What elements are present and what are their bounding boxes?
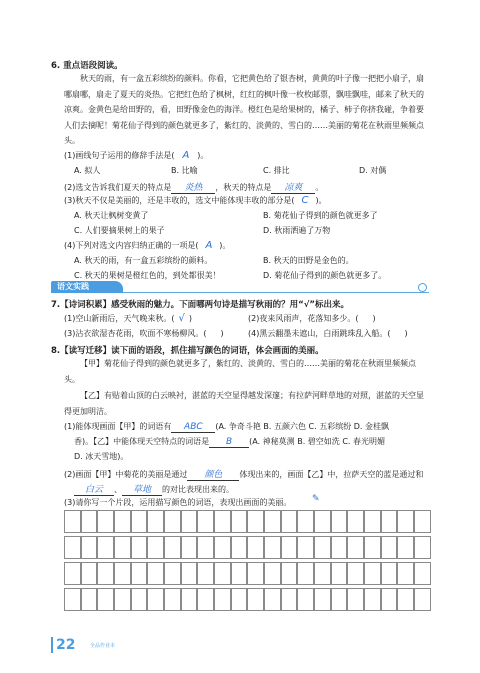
grid-cell[interactable] <box>164 510 181 533</box>
q7-item-4-end: ) <box>404 329 408 338</box>
q6-s1-option-c: C. 排比 <box>263 166 290 175</box>
q6-s2 <box>64 180 323 194</box>
grid-cell[interactable] <box>181 588 198 611</box>
grid-cell[interactable] <box>297 510 314 533</box>
q8-s2-text-a: (2)画面【甲】中菊花的美丽是通过 <box>64 470 188 479</box>
grid-cell[interactable] <box>314 510 331 533</box>
grid-cell[interactable] <box>214 536 231 559</box>
q6-s1-option-d: D. 对偶 <box>359 166 387 175</box>
grid-cell[interactable] <box>81 588 98 611</box>
q6-s1 <box>64 150 208 161</box>
q6-s2-text-b: ，秋天的特点是 <box>215 183 272 192</box>
q7-item-3 <box>64 328 224 339</box>
grid-cell[interactable] <box>347 536 364 559</box>
grid-cell[interactable] <box>114 510 131 533</box>
q8-s1-line2 <box>74 436 385 448</box>
grid-cell[interactable] <box>264 562 281 585</box>
grid-row <box>64 510 431 533</box>
section-end-circle-icon <box>418 283 427 292</box>
q6-s3-answer: C <box>301 195 309 206</box>
q6-s2-text-a: (2)选文告诉我们夏天的特点是 <box>64 183 172 192</box>
q8-s2-text-b: 体现出来的，画面【乙】中，拉萨天空的蓝是通过和 <box>239 470 424 479</box>
grid-cell[interactable] <box>214 588 231 611</box>
grid-cell[interactable] <box>364 510 381 533</box>
section-title: 语文实践 <box>51 281 123 293</box>
grid-cell[interactable] <box>297 562 314 585</box>
q7-item-2 <box>248 313 376 324</box>
q7-item-4 <box>248 328 408 339</box>
q8-s2-line2 <box>74 482 234 496</box>
grid-cell[interactable] <box>331 510 348 533</box>
grid-cell[interactable] <box>147 536 164 559</box>
page-number: 22 <box>56 637 76 653</box>
q6-s4-option-a: A. 秋天的雨，有一盒五彩缤纷的颜料。 <box>74 256 213 265</box>
q7-title: 7.【诗词积累】感受秋雨的魅力。下面哪两句诗是描写秋雨的？用“√”标出来。 <box>51 300 349 310</box>
q8-s2-answer-grass: 草地 <box>122 482 162 496</box>
grid-cell[interactable] <box>197 562 214 585</box>
q6-s3-question: (3)秋天不仅是美丽的，还是丰收的，选文中能体现丰收的部分是( <box>64 196 295 205</box>
grid-cell[interactable] <box>197 588 214 611</box>
q8-s1-answer-yi: B <box>209 437 249 448</box>
grid-cell[interactable] <box>247 562 264 585</box>
q6-s1-answer: A <box>182 150 190 161</box>
q6-s2-answer-summer: 炎热 <box>171 180 215 194</box>
q7-item-3-text: (3)沾衣欲湿杏花雨，吹面不寒杨柳风。( <box>64 329 207 338</box>
grid-cell[interactable] <box>397 588 414 611</box>
grid-cell[interactable] <box>364 588 381 611</box>
grid-cell[interactable] <box>131 536 148 559</box>
q8-s1-text-a: (1)能体现画面【甲】的词语有 <box>64 422 172 431</box>
q6-s3-option-c: C. 人们要摘果树上的果子 <box>74 226 165 235</box>
grid-cell[interactable] <box>114 562 131 585</box>
q7-item-2-text: (2)夜来风雨声，花落知多少。( <box>248 314 359 323</box>
grid-cell[interactable] <box>164 536 181 559</box>
q8-s1-line1 <box>64 421 389 433</box>
grid-cell[interactable] <box>247 536 264 559</box>
grid-cell[interactable] <box>164 588 181 611</box>
grid-cell[interactable] <box>114 588 131 611</box>
grid-cell[interactable] <box>314 536 331 559</box>
q6-s3-option-d: D. 秋雨洒遍了万物 <box>263 226 331 235</box>
grid-cell[interactable] <box>297 588 314 611</box>
grid-cell[interactable] <box>414 510 431 533</box>
grid-cell[interactable] <box>197 536 214 559</box>
q7-item-1-text: (1)空山新雨后，天气晚来秋。( <box>64 314 175 323</box>
q8-s1-answer-jia: ABC <box>171 422 215 433</box>
grid-cell[interactable] <box>97 510 114 533</box>
grid-cell[interactable] <box>364 562 381 585</box>
grid-cell[interactable] <box>64 562 81 585</box>
q7-item-4-mark <box>390 329 404 338</box>
q8-passage-jia: 【甲】菊花仙子得到的颜色就更多了，紫红的、淡黄的、雪白的……美丽的菊花在秋雨里频频点头。 <box>64 359 416 384</box>
grid-cell[interactable] <box>414 562 431 585</box>
grid-cell[interactable] <box>314 562 331 585</box>
q8-s2-text-d: 的对比表现出来的。 <box>162 485 234 494</box>
q6-s4-question: (4)下列对选文内容归纳正确的一项是( <box>64 241 199 250</box>
writing-grid[interactable] <box>64 510 431 610</box>
q8-s2-line1 <box>64 467 423 481</box>
q6-s3 <box>64 195 327 206</box>
grid-cell[interactable] <box>264 510 281 533</box>
grid-cell[interactable] <box>181 510 198 533</box>
grid-row <box>64 536 431 559</box>
grid-cell[interactable] <box>81 510 98 533</box>
grid-cell[interactable] <box>281 536 298 559</box>
grid-cell[interactable] <box>181 562 198 585</box>
q7-item-1-mark: √ <box>178 313 185 324</box>
footer-accent-bar <box>51 637 53 653</box>
grid-cell[interactable] <box>81 562 98 585</box>
q8-s1-text-b: (A. 争奇斗艳 B. 五颜六色 C. 五彩缤纷 D. 金桂飘 <box>215 422 390 431</box>
q6-s2-text-c: 。 <box>315 183 324 192</box>
grid-cell[interactable] <box>164 562 181 585</box>
grid-cell[interactable] <box>131 588 148 611</box>
grid-row <box>64 588 431 611</box>
grid-cell[interactable] <box>347 588 364 611</box>
handwritten-squiggle-icon: ✎ <box>312 494 320 504</box>
grid-cell[interactable] <box>364 536 381 559</box>
grid-cell[interactable] <box>314 588 331 611</box>
grid-cell[interactable] <box>97 588 114 611</box>
grid-cell[interactable] <box>197 510 214 533</box>
grid-cell[interactable] <box>231 536 248 559</box>
grid-cell[interactable] <box>414 588 431 611</box>
q8-title: 8.【读写迁移】读下面的语段，抓住描写颜色的词语，体会画面的美丽。 <box>51 346 324 356</box>
grid-cell[interactable] <box>397 510 414 533</box>
q6-s1-option-a: A. 拟人 <box>74 166 101 175</box>
grid-cell[interactable] <box>214 510 231 533</box>
grid-cell[interactable] <box>147 588 164 611</box>
q6-s4 <box>64 240 230 251</box>
q7-item-3-mark <box>206 329 220 338</box>
q6-s1-question: (1)画线句子运用的修辞手法是( <box>64 151 175 160</box>
grid-cell[interactable] <box>397 562 414 585</box>
q7-item-3-end: ) <box>220 329 224 338</box>
grid-cell[interactable] <box>114 536 131 559</box>
grid-cell[interactable] <box>347 510 364 533</box>
q8-s2-text-c: 、 <box>114 485 122 494</box>
q6-s4-option-c: C. 秋天的果树是橙红色的，到处都很美！ <box>74 271 221 280</box>
grid-cell[interactable] <box>147 562 164 585</box>
grid-cell[interactable] <box>331 536 348 559</box>
q6-s1-option-b: B. 比喻 <box>171 166 198 175</box>
grid-cell[interactable] <box>264 588 281 611</box>
grid-cell[interactable] <box>181 536 198 559</box>
q6-s4-end: )。 <box>219 241 231 250</box>
q8-s2-answer-cloud: 白云 <box>74 482 114 496</box>
q8-s3: (3)请你写一个片段，运用描写颜色的词语，表现出画面的美丽。 <box>64 498 292 507</box>
grid-cell[interactable] <box>247 510 264 533</box>
grid-cell[interactable] <box>397 536 414 559</box>
grid-cell[interactable] <box>131 510 148 533</box>
grid-cell[interactable] <box>231 510 248 533</box>
grid-cell[interactable] <box>81 536 98 559</box>
grid-cell[interactable] <box>281 588 298 611</box>
grid-cell[interactable] <box>347 562 364 585</box>
grid-cell[interactable] <box>331 588 348 611</box>
q7-item-2-end: ) <box>372 314 376 323</box>
grid-cell[interactable] <box>381 562 398 585</box>
q8-s2-answer-color: 颜色 <box>187 467 239 481</box>
q6-s3-end: )。 <box>315 196 327 205</box>
grid-cell[interactable] <box>297 536 314 559</box>
grid-cell[interactable] <box>64 588 81 611</box>
grid-cell[interactable] <box>247 588 264 611</box>
grid-cell[interactable] <box>64 510 81 533</box>
q7-item-1-end: ) <box>188 314 192 323</box>
grid-cell[interactable] <box>147 510 164 533</box>
grid-cell[interactable] <box>381 536 398 559</box>
q6-passage: 秋天的雨，有一盒五彩缤纷的颜料。你看，它把黄色给了银杏树，黄黄的叶子像一把把小扇子，扇哪扇哪，扇走了夏天的炎热。它把红色给了枫树，红红的枫叶像一枚枚邮票，飘哇飘哇，邮来了秋天的凉爽。金黄色是给田野的，看，田野像金色的海洋。橙红色是给果树的，橘子、柿子你挤我碰，争着要人们去摘呢！菊花仙子得到的颜色就更多了，紫红的、淡黄的、雪白的……美丽的菊花在秋雨里频频点头。 <box>64 74 424 145</box>
grid-cell[interactable] <box>131 562 148 585</box>
q7-item-4-text: (4)黑云翻墨未遮山，白雨跳珠乱入船。( <box>248 329 391 338</box>
grid-cell[interactable] <box>381 510 398 533</box>
grid-cell[interactable] <box>264 536 281 559</box>
book-title: 全品作业本 <box>90 643 116 649</box>
grid-row <box>64 562 431 585</box>
grid-cell[interactable] <box>64 536 81 559</box>
grid-cell[interactable] <box>414 536 431 559</box>
q6-s4-option-b: B. 秋天的田野是金色的。 <box>263 256 354 265</box>
q7-item-1 <box>64 313 192 324</box>
q6-s3-option-a: A. 秋天让枫树变黄了 <box>74 211 149 220</box>
grid-cell[interactable] <box>97 536 114 559</box>
grid-cell[interactable] <box>231 562 248 585</box>
q8-s1-text-d: (A. 神秘莫测 B. 碧空如洗 C. 春光明媚 <box>249 437 385 446</box>
grid-cell[interactable] <box>281 562 298 585</box>
grid-cell[interactable] <box>381 588 398 611</box>
q8-s1-text-c: 香)。【乙】中能体现天空特点的词语是 <box>74 437 210 446</box>
grid-cell[interactable] <box>281 510 298 533</box>
grid-cell[interactable] <box>97 562 114 585</box>
q8-s1-line3: D. 冰天雪地)。 <box>74 452 129 461</box>
q6-s3-option-b: B. 菊花仙子得到的颜色就更多了 <box>263 211 378 220</box>
q6-s4-answer: A <box>205 240 213 251</box>
grid-cell[interactable] <box>331 562 348 585</box>
grid-cell[interactable] <box>214 562 231 585</box>
grid-cell[interactable] <box>231 588 248 611</box>
q6-title: 6. 重点语段阅读。 <box>51 61 123 71</box>
q6-s2-answer-autumn: 凉爽 <box>271 180 315 194</box>
q8-passage-yi: 【乙】有贴着山顶的白云映衬，湛蓝的天空显得越发深邃；有拉萨河畔草地的对照，湛蓝的天空显得更加明洁。 <box>64 391 424 416</box>
q7-item-2-mark <box>358 314 372 323</box>
q6-s1-end: )。 <box>197 151 209 160</box>
q6-s4-option-d: D. 菊花仙子得到的颜色就更多了。 <box>263 271 387 280</box>
